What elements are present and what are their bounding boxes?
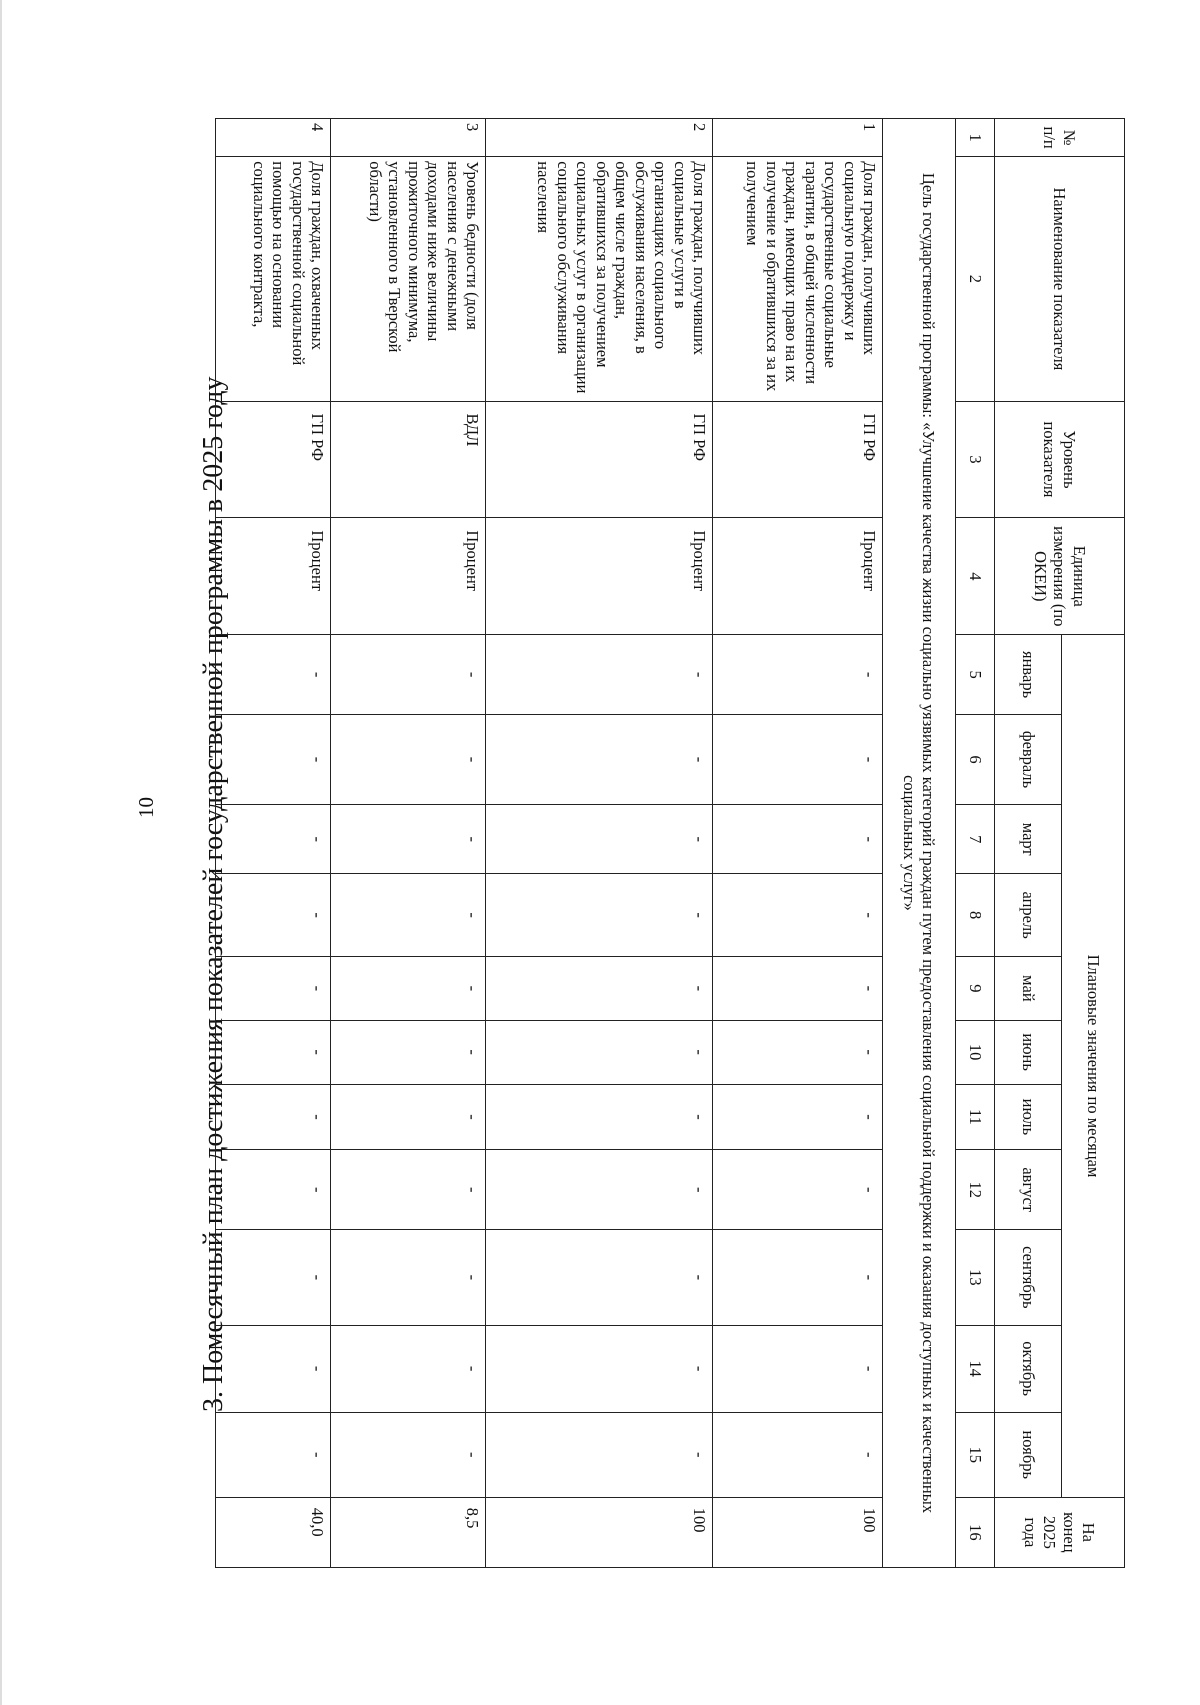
month-value: - xyxy=(216,1230,331,1326)
row-number: 1 xyxy=(713,119,883,157)
column-number: 7 xyxy=(956,805,995,874)
table-row xyxy=(713,119,883,1568)
month-header: январь xyxy=(995,635,1062,715)
month-value: - xyxy=(713,957,883,1021)
month-value: - xyxy=(331,635,486,715)
month-value: - xyxy=(713,1020,883,1084)
header-year-end: На конец 2025 года xyxy=(995,1497,1125,1567)
month-header: март xyxy=(995,805,1062,874)
month-value: - xyxy=(216,1084,331,1150)
table-row xyxy=(486,119,713,1568)
year-end-value: 8,5 xyxy=(331,1497,486,1567)
month-value: - xyxy=(486,1230,713,1326)
month-value: - xyxy=(331,1325,486,1412)
column-number-row xyxy=(956,119,995,1568)
indicator-level: ВДЛ xyxy=(331,401,486,518)
month-value: - xyxy=(713,874,883,957)
column-number: 13 xyxy=(956,1230,995,1326)
month-value: - xyxy=(216,714,331,804)
indicator-unit: Процент xyxy=(486,518,713,635)
year-end-value: 40,0 xyxy=(216,1497,331,1567)
month-header: август xyxy=(995,1150,1062,1230)
month-value: - xyxy=(331,957,486,1021)
column-number: 9 xyxy=(956,957,995,1021)
column-number: 14 xyxy=(956,1325,995,1412)
month-value: - xyxy=(331,805,486,874)
month-value: - xyxy=(713,1230,883,1326)
month-value: - xyxy=(486,1084,713,1150)
indicator-name: Доля граждан, охваченных государственной социальной помощью на основании социального контракта, xyxy=(216,157,331,401)
month-value: - xyxy=(713,805,883,874)
month-value: - xyxy=(486,1325,713,1412)
month-header: сентябрь xyxy=(995,1230,1062,1326)
indicator-level: ГП РФ xyxy=(486,401,713,518)
month-header: май xyxy=(995,957,1062,1021)
header-level: Уровень показателя xyxy=(995,401,1125,518)
month-value: - xyxy=(216,635,331,715)
indicator-name: Доля граждан, получивших социальные услуги в организациях социального обслуживания населения, в общем числе граждан, обратившихся за получением социальных услуг в организации социального обслуживания населения xyxy=(486,157,713,401)
header-unit: Единица измерения (по ОКЕИ) xyxy=(995,518,1125,635)
column-number: 8 xyxy=(956,874,995,957)
indicator-unit: Процент xyxy=(216,518,331,635)
column-number: 2 xyxy=(956,157,995,401)
month-value: - xyxy=(713,1325,883,1412)
month-value: - xyxy=(713,635,883,715)
column-number: 1 xyxy=(956,119,995,157)
month-value: - xyxy=(713,1412,883,1497)
scan-edge xyxy=(0,0,2,1705)
month-header: октябрь xyxy=(995,1325,1062,1412)
indicator-level: ГП РФ xyxy=(216,401,331,518)
column-number: 10 xyxy=(956,1020,995,1084)
month-header: ноябрь xyxy=(995,1412,1062,1497)
header-num: № п/п xyxy=(995,119,1125,157)
indicator-table xyxy=(215,118,1125,1568)
month-value: - xyxy=(331,714,486,804)
month-value: - xyxy=(486,1020,713,1084)
month-value: - xyxy=(486,805,713,874)
month-value: - xyxy=(486,1150,713,1230)
row-number: 2 xyxy=(486,119,713,157)
column-number: 16 xyxy=(956,1497,995,1567)
month-value: - xyxy=(216,957,331,1021)
month-value: - xyxy=(331,874,486,957)
header-plan-group: Плановые значения по месяцам xyxy=(1062,635,1125,1498)
month-header: февраль xyxy=(995,714,1062,804)
month-header: июнь xyxy=(995,1020,1062,1084)
indicator-unit: Процент xyxy=(713,518,883,635)
goal-row xyxy=(883,119,956,1568)
month-value: - xyxy=(216,874,331,957)
header-row xyxy=(1062,119,1125,1568)
month-value: - xyxy=(331,1230,486,1326)
column-number: 11 xyxy=(956,1084,995,1150)
month-value: - xyxy=(216,1020,331,1084)
column-number: 12 xyxy=(956,1150,995,1230)
month-value: - xyxy=(331,1150,486,1230)
column-number: 3 xyxy=(956,401,995,518)
indicator-level: ГП РФ xyxy=(713,401,883,518)
month-value: - xyxy=(216,805,331,874)
month-value: - xyxy=(331,1412,486,1497)
row-number: 4 xyxy=(216,119,331,157)
month-value: - xyxy=(713,714,883,804)
month-value: - xyxy=(486,1412,713,1497)
month-value: - xyxy=(486,874,713,957)
month-value: - xyxy=(216,1150,331,1230)
page-number: 10 xyxy=(134,797,158,818)
month-value: - xyxy=(486,957,713,1021)
indicator-name: Доля граждан, получивших социальную поддержку и государственные социальные гарантии, в общей численности граждан, имеющих право на их получение и обратившихся за их получением xyxy=(713,157,883,401)
year-end-value: 100 xyxy=(713,1497,883,1567)
year-end-value: 100 xyxy=(486,1497,713,1567)
month-header: июль xyxy=(995,1084,1062,1150)
month-header: апрель xyxy=(995,874,1062,957)
column-number: 15 xyxy=(956,1412,995,1497)
table-row xyxy=(331,119,486,1568)
program-goal: Цель государственной программы: «Улучшение качества жизни социально уязвимых категорий граждан путем предоставления социальной поддержки и оказания доступных и качественных социальных услуг» xyxy=(883,119,956,1568)
indicator-table-sheet xyxy=(235,118,1125,1568)
month-value: - xyxy=(331,1084,486,1150)
row-number: 3 xyxy=(331,119,486,157)
header-name: Наименование показателя xyxy=(995,157,1125,401)
document-title: 3. Помесячный план достижения показателей государственной программы в 2025 году xyxy=(198,376,229,1412)
column-number: 4 xyxy=(956,518,995,635)
month-value: - xyxy=(713,1084,883,1150)
month-value: - xyxy=(216,1412,331,1497)
table-row xyxy=(216,119,331,1568)
month-value: - xyxy=(486,635,713,715)
month-value: - xyxy=(486,714,713,804)
month-value: - xyxy=(216,1325,331,1412)
indicator-name: Уровень бедности (доля населения с денежными доходами ниже величины прожиточного минимума, установленного в Тверской области) xyxy=(331,157,486,401)
column-number: 6 xyxy=(956,714,995,804)
month-value: - xyxy=(331,1020,486,1084)
indicator-unit: Процент xyxy=(331,518,486,635)
column-number: 5 xyxy=(956,635,995,715)
month-value: - xyxy=(713,1150,883,1230)
